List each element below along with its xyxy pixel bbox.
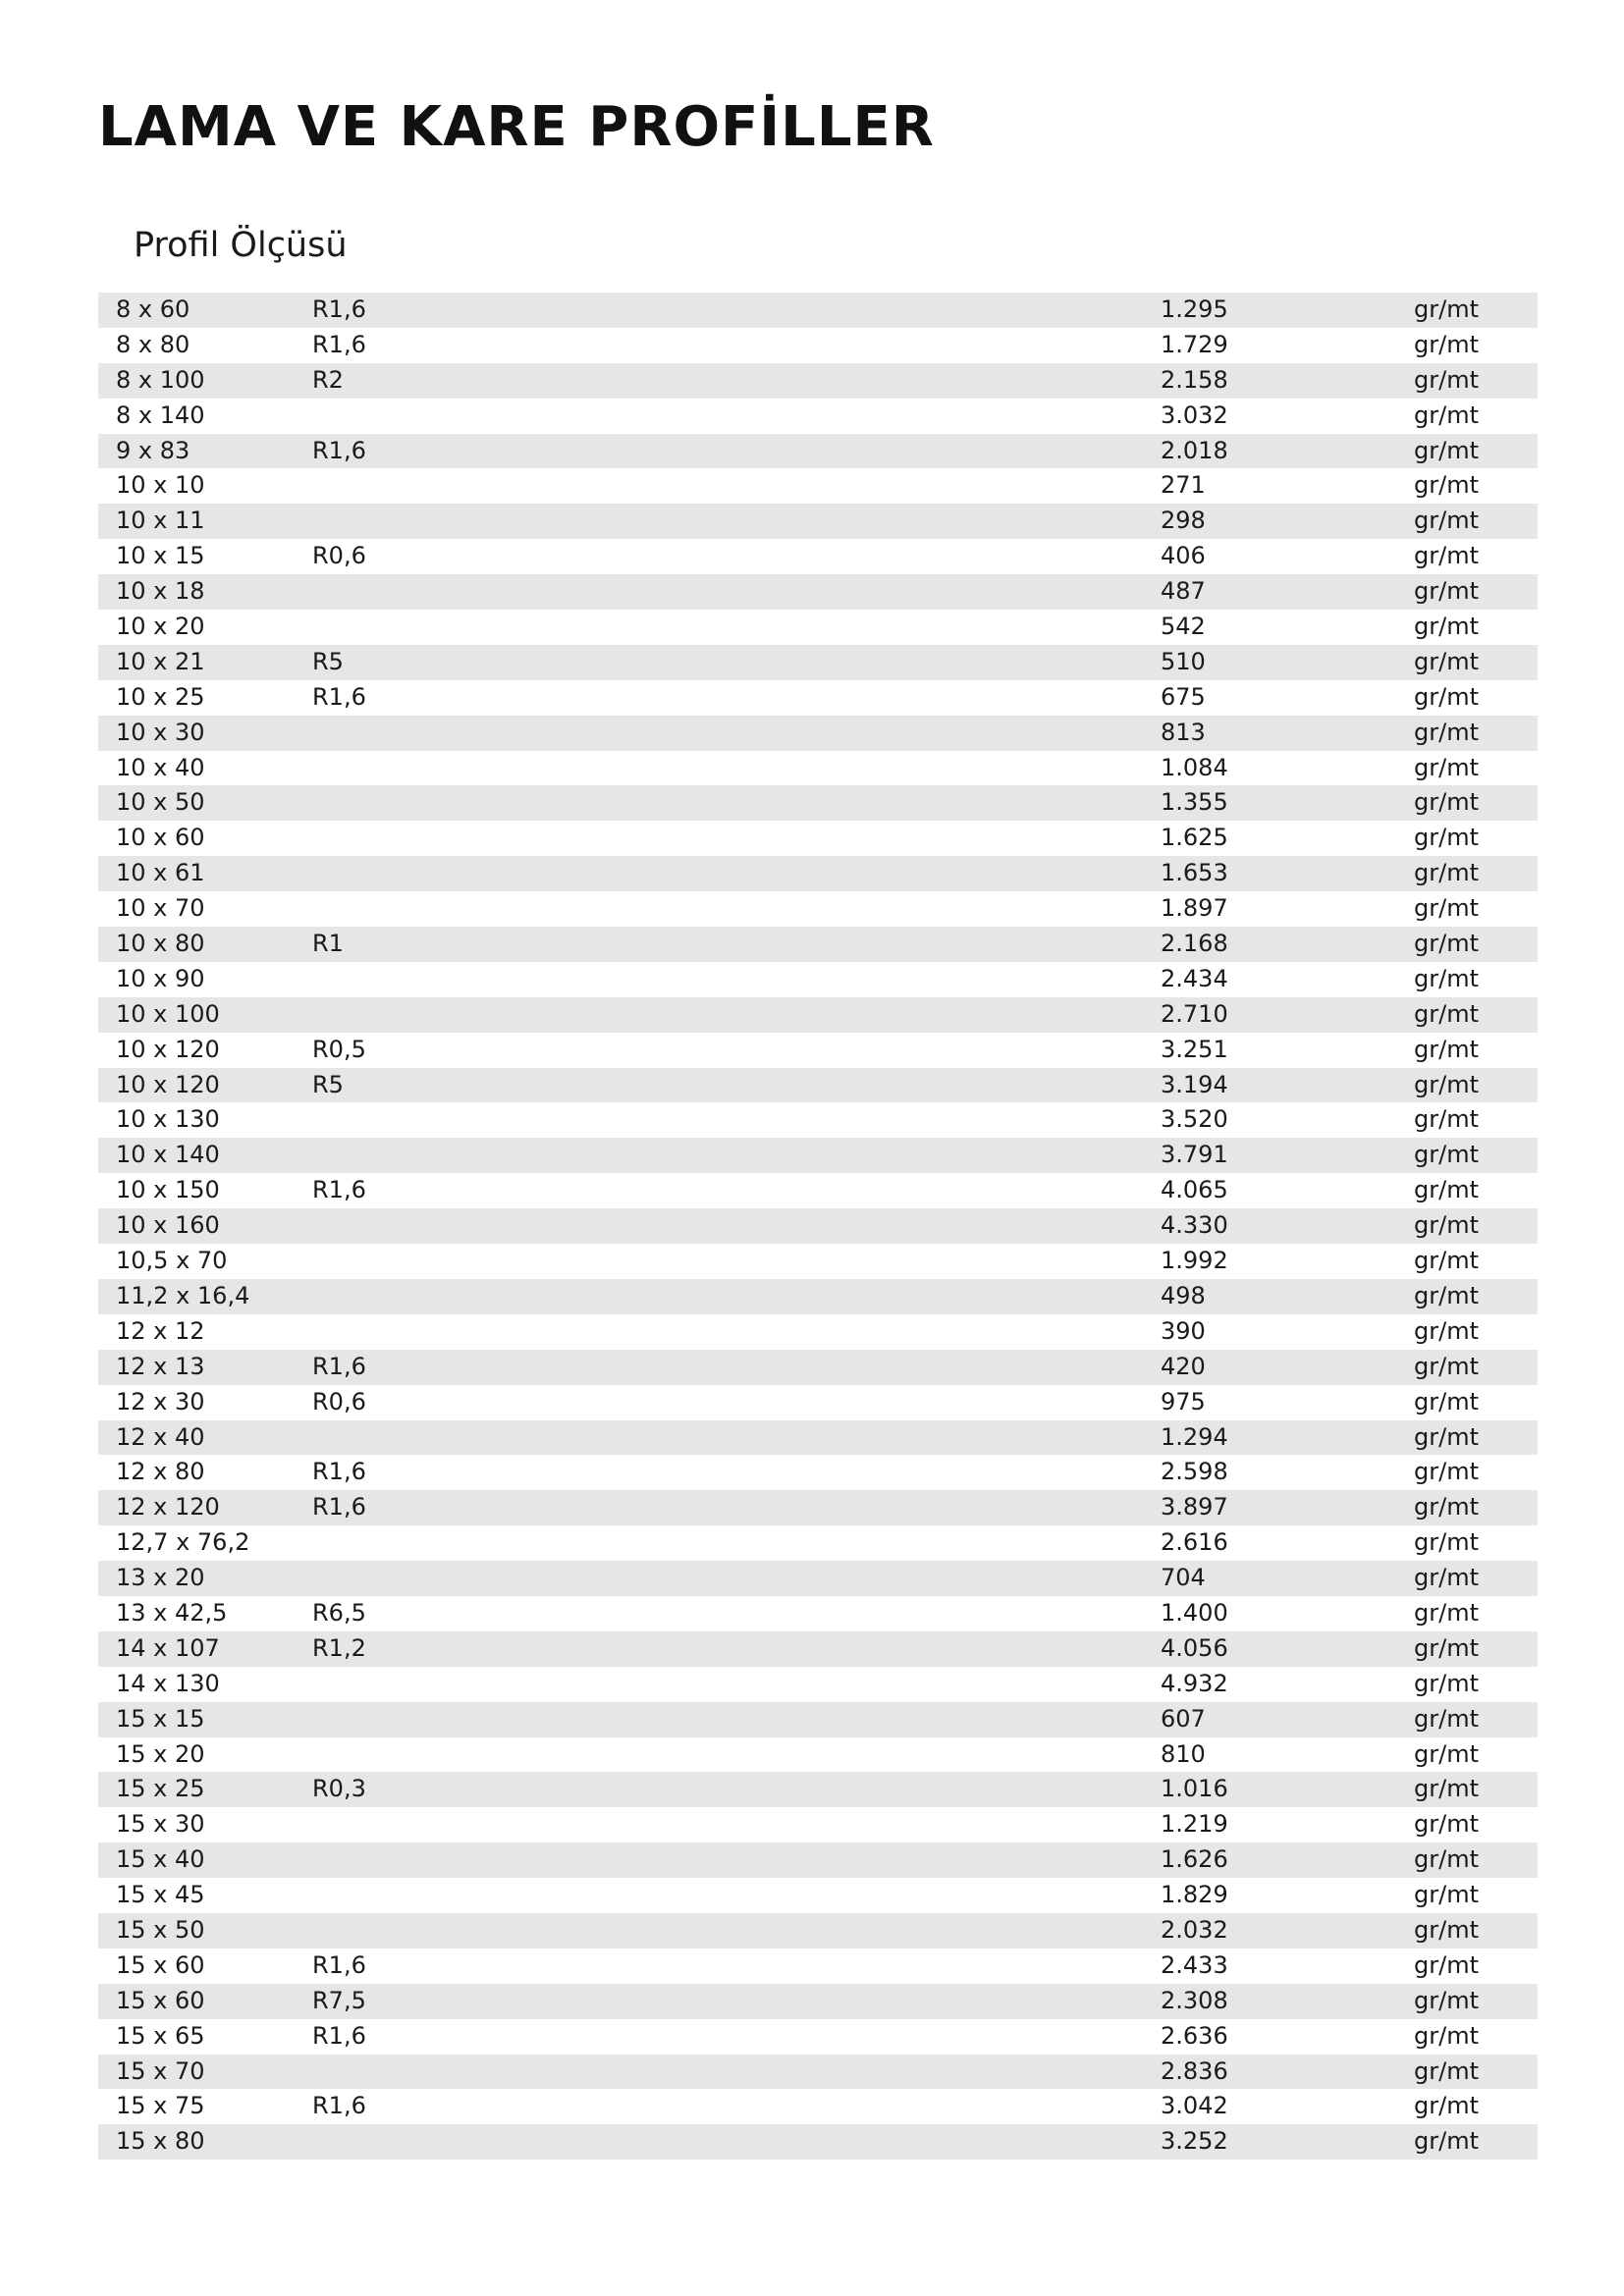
cell-profile-size: 12 x 40 bbox=[116, 1422, 205, 1451]
table-row bbox=[98, 1842, 1538, 1878]
cell-unit: gr/mt bbox=[1414, 2021, 1479, 2050]
cell-profile-size: 10 x 130 bbox=[116, 1105, 220, 1134]
cell-unit: gr/mt bbox=[1414, 1352, 1479, 1380]
cell-weight: 4.330 bbox=[1161, 1211, 1228, 1240]
table-row bbox=[98, 574, 1538, 610]
table-row bbox=[98, 1561, 1538, 1596]
table-row bbox=[98, 645, 1538, 680]
cell-corner-radius: R1 bbox=[312, 930, 344, 958]
cell-weight: 406 bbox=[1161, 542, 1206, 570]
cell-profile-size: 15 x 80 bbox=[116, 2127, 205, 2156]
table-row bbox=[98, 785, 1538, 821]
cell-weight: 3.252 bbox=[1161, 2127, 1228, 2156]
table-row bbox=[98, 1244, 1538, 1279]
cell-unit: gr/mt bbox=[1414, 1915, 1479, 1944]
cell-profile-size: 13 x 42,5 bbox=[116, 1598, 228, 1627]
table-row bbox=[98, 997, 1538, 1033]
table-row bbox=[98, 716, 1538, 751]
cell-corner-radius: R0,3 bbox=[312, 1775, 366, 1803]
cell-profile-size: 15 x 15 bbox=[116, 1704, 205, 1733]
cell-profile-size: 15 x 25 bbox=[116, 1775, 205, 1803]
cell-weight: 1.653 bbox=[1161, 859, 1228, 887]
table-row bbox=[98, 1455, 1538, 1490]
table-row bbox=[98, 1138, 1538, 1173]
cell-unit: gr/mt bbox=[1414, 471, 1479, 500]
cell-unit: gr/mt bbox=[1414, 859, 1479, 887]
cell-profile-size: 13 x 20 bbox=[116, 1564, 205, 1592]
cell-profile-size: 8 x 140 bbox=[116, 400, 205, 429]
cell-unit: gr/mt bbox=[1414, 1528, 1479, 1557]
cell-profile-size: 10 x 20 bbox=[116, 613, 205, 641]
cell-unit: gr/mt bbox=[1414, 436, 1479, 464]
cell-unit: gr/mt bbox=[1414, 753, 1479, 781]
cell-profile-size: 15 x 45 bbox=[116, 1881, 205, 1909]
cell-unit: gr/mt bbox=[1414, 1316, 1479, 1345]
cell-unit: gr/mt bbox=[1414, 1176, 1479, 1204]
cell-profile-size: 12 x 120 bbox=[116, 1493, 220, 1522]
cell-weight: 1.400 bbox=[1161, 1598, 1228, 1627]
table-row bbox=[98, 2124, 1538, 2160]
table-row bbox=[98, 1350, 1538, 1385]
cell-profile-size: 12 x 13 bbox=[116, 1352, 205, 1380]
table-row bbox=[98, 1631, 1538, 1667]
profile-table bbox=[98, 293, 1538, 2160]
cell-unit: gr/mt bbox=[1414, 1281, 1479, 1309]
table-row bbox=[98, 1667, 1538, 1702]
cell-corner-radius: R1,6 bbox=[312, 682, 366, 711]
cell-profile-size: 10 x 21 bbox=[116, 647, 205, 675]
cell-profile-size: 10 x 100 bbox=[116, 999, 220, 1028]
cell-weight: 2.598 bbox=[1161, 1458, 1228, 1486]
table-row bbox=[98, 1173, 1538, 1208]
cell-profile-size: 10 x 140 bbox=[116, 1141, 220, 1169]
cell-weight: 1.016 bbox=[1161, 1775, 1228, 1803]
cell-weight: 2.434 bbox=[1161, 964, 1228, 992]
cell-weight: 1.295 bbox=[1161, 295, 1228, 323]
table-row bbox=[98, 2089, 1538, 2124]
cell-unit: gr/mt bbox=[1414, 2127, 1479, 2156]
table-row bbox=[98, 1878, 1538, 1913]
cell-corner-radius: R1,6 bbox=[312, 1352, 366, 1380]
cell-weight: 3.791 bbox=[1161, 1141, 1228, 1169]
cell-weight: 1.626 bbox=[1161, 1845, 1228, 1874]
table-row bbox=[98, 1420, 1538, 1456]
table-row bbox=[98, 856, 1538, 891]
cell-profile-size: 15 x 40 bbox=[116, 1845, 205, 1874]
cell-profile-size: 8 x 80 bbox=[116, 330, 190, 358]
cell-unit: gr/mt bbox=[1414, 577, 1479, 606]
cell-weight: 1.729 bbox=[1161, 330, 1228, 358]
cell-unit: gr/mt bbox=[1414, 1633, 1479, 1662]
cell-profile-size: 10 x 120 bbox=[116, 1070, 220, 1098]
cell-unit: gr/mt bbox=[1414, 1775, 1479, 1803]
cell-unit: gr/mt bbox=[1414, 1141, 1479, 1169]
cell-weight: 2.032 bbox=[1161, 1915, 1228, 1944]
cell-profile-size: 10 x 50 bbox=[116, 788, 205, 817]
cell-unit: gr/mt bbox=[1414, 365, 1479, 394]
table-row bbox=[98, 1772, 1538, 1807]
cell-profile-size: 12 x 80 bbox=[116, 1458, 205, 1486]
table-row bbox=[98, 2019, 1538, 2055]
table-row bbox=[98, 1102, 1538, 1138]
cell-profile-size: 10 x 70 bbox=[116, 894, 205, 923]
cell-weight: 298 bbox=[1161, 507, 1206, 535]
table-row bbox=[98, 1068, 1538, 1103]
cell-corner-radius: R1,6 bbox=[312, 1950, 366, 1979]
cell-weight: 4.056 bbox=[1161, 1633, 1228, 1662]
table-row bbox=[98, 399, 1538, 434]
cell-unit: gr/mt bbox=[1414, 400, 1479, 429]
cell-weight: 2.308 bbox=[1161, 1986, 1228, 2014]
table-row bbox=[98, 504, 1538, 539]
cell-profile-size: 12 x 12 bbox=[116, 1316, 205, 1345]
cell-profile-size: 10 x 11 bbox=[116, 507, 205, 535]
cell-weight: 1.294 bbox=[1161, 1422, 1228, 1451]
cell-corner-radius: R0,6 bbox=[312, 1387, 366, 1415]
cell-corner-radius: R1,6 bbox=[312, 1493, 366, 1522]
table-row bbox=[98, 434, 1538, 469]
cell-unit: gr/mt bbox=[1414, 507, 1479, 535]
table-row bbox=[98, 1984, 1538, 2019]
cell-weight: 2.616 bbox=[1161, 1528, 1228, 1557]
cell-unit: gr/mt bbox=[1414, 647, 1479, 675]
cell-weight: 3.194 bbox=[1161, 1070, 1228, 1098]
cell-unit: gr/mt bbox=[1414, 1704, 1479, 1733]
table-row bbox=[98, 1949, 1538, 1984]
cell-corner-radius: R6,5 bbox=[312, 1598, 366, 1627]
cell-profile-size: 10 x 120 bbox=[116, 1035, 220, 1063]
cell-profile-size: 10 x 60 bbox=[116, 824, 205, 852]
cell-corner-radius: R0,5 bbox=[312, 1035, 366, 1063]
cell-unit: gr/mt bbox=[1414, 1211, 1479, 1240]
cell-unit: gr/mt bbox=[1414, 1564, 1479, 1592]
cell-profile-size: 10 x 90 bbox=[116, 964, 205, 992]
cell-corner-radius: R5 bbox=[312, 647, 344, 675]
cell-unit: gr/mt bbox=[1414, 964, 1479, 992]
cell-unit: gr/mt bbox=[1414, 682, 1479, 711]
table-row bbox=[98, 1279, 1538, 1314]
cell-unit: gr/mt bbox=[1414, 1247, 1479, 1275]
cell-weight: 813 bbox=[1161, 718, 1206, 746]
table-row bbox=[98, 1807, 1538, 1842]
cell-profile-size: 10 x 80 bbox=[116, 930, 205, 958]
cell-profile-size: 10 x 15 bbox=[116, 542, 205, 570]
cell-profile-size: 15 x 65 bbox=[116, 2021, 205, 2050]
cell-weight: 1.992 bbox=[1161, 1247, 1228, 1275]
cell-profile-size: 10 x 160 bbox=[116, 1211, 220, 1240]
cell-weight: 975 bbox=[1161, 1387, 1206, 1415]
cell-weight: 498 bbox=[1161, 1281, 1206, 1309]
cell-unit: gr/mt bbox=[1414, 1070, 1479, 1098]
table-row bbox=[98, 1525, 1538, 1561]
cell-unit: gr/mt bbox=[1414, 295, 1479, 323]
cell-corner-radius: R0,6 bbox=[312, 542, 366, 570]
cell-unit: gr/mt bbox=[1414, 999, 1479, 1028]
cell-weight: 487 bbox=[1161, 577, 1206, 606]
cell-unit: gr/mt bbox=[1414, 2056, 1479, 2085]
cell-corner-radius: R1,6 bbox=[312, 330, 366, 358]
table-row bbox=[98, 821, 1538, 856]
cell-profile-size: 10 x 25 bbox=[116, 682, 205, 711]
cell-unit: gr/mt bbox=[1414, 1598, 1479, 1627]
cell-weight: 4.932 bbox=[1161, 1669, 1228, 1697]
cell-profile-size: 15 x 50 bbox=[116, 1915, 205, 1944]
cell-profile-size: 12,7 x 76,2 bbox=[116, 1528, 250, 1557]
cell-unit: gr/mt bbox=[1414, 330, 1479, 358]
cell-profile-size: 11,2 x 16,4 bbox=[116, 1281, 250, 1309]
cell-weight: 1.355 bbox=[1161, 788, 1228, 817]
table-row bbox=[98, 680, 1538, 716]
cell-profile-size: 15 x 60 bbox=[116, 1950, 205, 1979]
cell-weight: 3.042 bbox=[1161, 2092, 1228, 2120]
cell-weight: 2.158 bbox=[1161, 365, 1228, 394]
cell-weight: 704 bbox=[1161, 1564, 1206, 1592]
cell-profile-size: 15 x 60 bbox=[116, 1986, 205, 2014]
table-row bbox=[98, 1737, 1538, 1773]
cell-profile-size: 15 x 20 bbox=[116, 1739, 205, 1768]
cell-weight: 2.433 bbox=[1161, 1950, 1228, 1979]
page-title: LAMA VE KARE PROFİLLER bbox=[98, 95, 935, 159]
cell-weight: 1.897 bbox=[1161, 894, 1228, 923]
table-row bbox=[98, 363, 1538, 399]
cell-weight: 810 bbox=[1161, 1739, 1206, 1768]
cell-weight: 3.032 bbox=[1161, 400, 1228, 429]
cell-corner-radius: R1,6 bbox=[312, 1176, 366, 1204]
cell-profile-size: 15 x 30 bbox=[116, 1810, 205, 1839]
cell-corner-radius: R1,6 bbox=[312, 436, 366, 464]
cell-unit: gr/mt bbox=[1414, 1493, 1479, 1522]
cell-unit: gr/mt bbox=[1414, 1458, 1479, 1486]
cell-unit: gr/mt bbox=[1414, 1035, 1479, 1063]
cell-weight: 390 bbox=[1161, 1316, 1206, 1345]
cell-profile-size: 14 x 107 bbox=[116, 1633, 220, 1662]
cell-weight: 420 bbox=[1161, 1352, 1206, 1380]
table-row bbox=[98, 2055, 1538, 2090]
cell-weight: 3.897 bbox=[1161, 1493, 1228, 1522]
cell-profile-size: 10 x 18 bbox=[116, 577, 205, 606]
cell-unit: gr/mt bbox=[1414, 718, 1479, 746]
cell-corner-radius: R2 bbox=[312, 365, 344, 394]
cell-profile-size: 12 x 30 bbox=[116, 1387, 205, 1415]
cell-unit: gr/mt bbox=[1414, 1739, 1479, 1768]
cell-unit: gr/mt bbox=[1414, 1810, 1479, 1839]
cell-unit: gr/mt bbox=[1414, 930, 1479, 958]
cell-weight: 1.625 bbox=[1161, 824, 1228, 852]
cell-profile-size: 15 x 70 bbox=[116, 2056, 205, 2085]
table-row bbox=[98, 1913, 1538, 1949]
cell-corner-radius: R1,2 bbox=[312, 1633, 366, 1662]
cell-weight: 3.520 bbox=[1161, 1105, 1228, 1134]
cell-weight: 2.168 bbox=[1161, 930, 1228, 958]
table-row bbox=[98, 1208, 1538, 1244]
cell-weight: 607 bbox=[1161, 1704, 1206, 1733]
cell-weight: 2.836 bbox=[1161, 2056, 1228, 2085]
cell-unit: gr/mt bbox=[1414, 2092, 1479, 2120]
cell-unit: gr/mt bbox=[1414, 1105, 1479, 1134]
cell-weight: 675 bbox=[1161, 682, 1206, 711]
cell-corner-radius: R1,6 bbox=[312, 2092, 366, 2120]
cell-weight: 510 bbox=[1161, 647, 1206, 675]
table-row bbox=[98, 1385, 1538, 1420]
cell-unit: gr/mt bbox=[1414, 1669, 1479, 1697]
cell-unit: gr/mt bbox=[1414, 613, 1479, 641]
cell-unit: gr/mt bbox=[1414, 1422, 1479, 1451]
cell-corner-radius: R5 bbox=[312, 1070, 344, 1098]
table-row bbox=[98, 1596, 1538, 1631]
table-row bbox=[98, 1033, 1538, 1068]
cell-weight: 1.219 bbox=[1161, 1810, 1228, 1839]
cell-profile-size: 8 x 60 bbox=[116, 295, 190, 323]
table-row bbox=[98, 468, 1538, 504]
table-row bbox=[98, 927, 1538, 962]
cell-corner-radius: R1,6 bbox=[312, 1458, 366, 1486]
table-row bbox=[98, 962, 1538, 997]
cell-unit: gr/mt bbox=[1414, 788, 1479, 817]
column-heading-profile-size: Profil Ölçüsü bbox=[134, 226, 348, 265]
table-row bbox=[98, 293, 1538, 328]
cell-unit: gr/mt bbox=[1414, 1845, 1479, 1874]
table-row bbox=[98, 539, 1538, 574]
cell-profile-size: 14 x 130 bbox=[116, 1669, 220, 1697]
cell-weight: 542 bbox=[1161, 613, 1206, 641]
cell-weight: 1.084 bbox=[1161, 753, 1228, 781]
cell-corner-radius: R7,5 bbox=[312, 1986, 366, 2014]
cell-unit: gr/mt bbox=[1414, 1986, 1479, 2014]
cell-weight: 4.065 bbox=[1161, 1176, 1228, 1204]
cell-weight: 3.251 bbox=[1161, 1035, 1228, 1063]
cell-profile-size: 10 x 10 bbox=[116, 471, 205, 500]
cell-unit: gr/mt bbox=[1414, 1881, 1479, 1909]
cell-profile-size: 10 x 150 bbox=[116, 1176, 220, 1204]
cell-unit: gr/mt bbox=[1414, 894, 1479, 923]
table-row bbox=[98, 610, 1538, 645]
cell-unit: gr/mt bbox=[1414, 1950, 1479, 1979]
cell-weight: 2.636 bbox=[1161, 2021, 1228, 2050]
cell-weight: 2.710 bbox=[1161, 999, 1228, 1028]
cell-unit: gr/mt bbox=[1414, 1387, 1479, 1415]
cell-corner-radius: R1,6 bbox=[312, 295, 366, 323]
cell-profile-size: 10 x 40 bbox=[116, 753, 205, 781]
table-row bbox=[98, 751, 1538, 786]
cell-unit: gr/mt bbox=[1414, 824, 1479, 852]
table-row bbox=[98, 328, 1538, 363]
cell-profile-size: 9 x 83 bbox=[116, 436, 190, 464]
table-row bbox=[98, 1490, 1538, 1525]
table-row bbox=[98, 1314, 1538, 1350]
cell-unit: gr/mt bbox=[1414, 542, 1479, 570]
cell-profile-size: 15 x 75 bbox=[116, 2092, 205, 2120]
cell-weight: 2.018 bbox=[1161, 436, 1228, 464]
cell-corner-radius: R1,6 bbox=[312, 2021, 366, 2050]
cell-profile-size: 8 x 100 bbox=[116, 365, 205, 394]
cell-weight: 271 bbox=[1161, 471, 1206, 500]
cell-profile-size: 10,5 x 70 bbox=[116, 1247, 228, 1275]
cell-weight: 1.829 bbox=[1161, 1881, 1228, 1909]
cell-profile-size: 10 x 30 bbox=[116, 718, 205, 746]
table-row bbox=[98, 891, 1538, 927]
table-row bbox=[98, 1702, 1538, 1737]
cell-profile-size: 10 x 61 bbox=[116, 859, 205, 887]
